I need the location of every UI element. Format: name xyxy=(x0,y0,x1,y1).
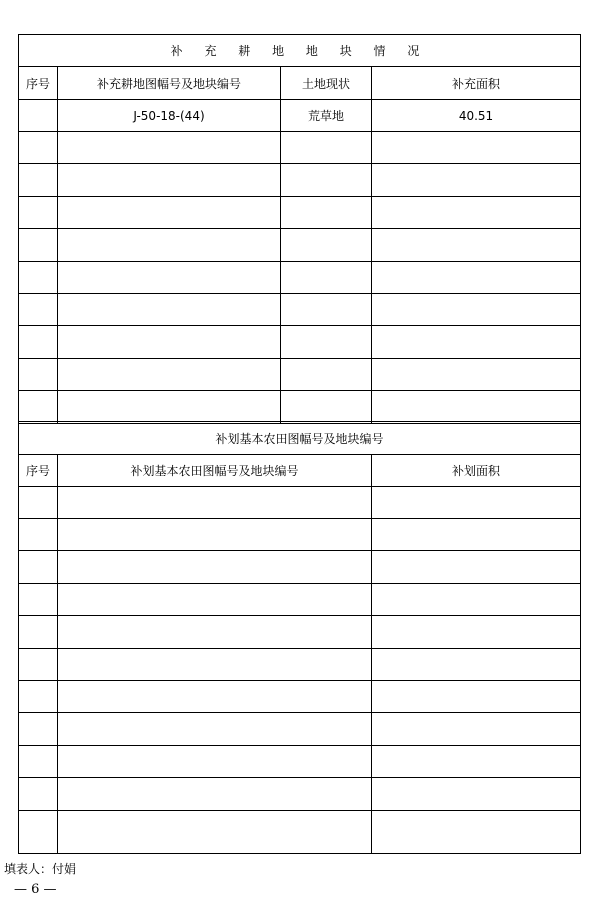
cell-seq xyxy=(19,391,58,424)
cell-seq xyxy=(19,326,58,359)
table-row xyxy=(19,778,581,811)
cell-area xyxy=(372,519,581,551)
cell-land-status xyxy=(281,391,372,424)
cell-map-sheet xyxy=(58,551,372,584)
section2-title: 补划基本农田图幅号及地块编号 xyxy=(19,422,581,455)
cell-area xyxy=(372,294,581,326)
cell-area xyxy=(372,132,581,164)
cell-map-sheet xyxy=(58,164,281,197)
table-row xyxy=(19,262,581,294)
cell-map-sheet xyxy=(58,746,372,778)
table-row xyxy=(19,487,581,519)
basic-farmland-table xyxy=(18,421,581,854)
cell-map-sheet xyxy=(58,132,281,164)
cell-area xyxy=(372,359,581,391)
cell-map-sheet xyxy=(58,487,372,519)
cell-map-sheet xyxy=(58,778,372,811)
cell-area xyxy=(372,197,581,229)
cell-land-status xyxy=(281,326,372,359)
table-row xyxy=(19,229,581,262)
table-row xyxy=(19,294,581,326)
table-row xyxy=(19,164,581,197)
cell-area xyxy=(372,713,581,746)
cell-land-status xyxy=(281,359,372,391)
cell-map-sheet xyxy=(58,294,281,326)
cell-land-status xyxy=(281,164,372,197)
table-row xyxy=(19,746,581,778)
cell-area: 40.51 xyxy=(372,100,581,132)
cell-map-sheet xyxy=(58,681,372,713)
cell-seq xyxy=(19,713,58,746)
cell-map-sheet xyxy=(58,649,372,681)
cell-area xyxy=(372,811,581,854)
cell-land-status xyxy=(281,294,372,326)
cell-map-sheet xyxy=(58,262,281,294)
cell-area xyxy=(372,487,581,519)
cell-seq xyxy=(19,359,58,391)
cell-seq xyxy=(19,100,58,132)
cell-land-status xyxy=(281,229,372,262)
cell-area xyxy=(372,778,581,811)
table-header-row xyxy=(19,67,581,100)
header-seq: 序号 xyxy=(19,455,58,487)
cell-land-status: 荒草地 xyxy=(281,100,372,132)
cell-area xyxy=(372,649,581,681)
cell-area xyxy=(372,584,581,616)
table-row xyxy=(19,100,581,132)
table-row xyxy=(19,649,581,681)
table-row xyxy=(19,359,581,391)
cell-seq xyxy=(19,616,58,649)
cell-map-sheet: J-50-18-(44) xyxy=(58,100,281,132)
section1-title: 补 充 耕 地 地 块 情 况 xyxy=(19,35,581,67)
cell-seq xyxy=(19,681,58,713)
table-row xyxy=(19,132,581,164)
table-row xyxy=(19,551,581,584)
header-map-sheet: 补充耕地图幅号及地块编号 xyxy=(58,67,281,100)
cell-seq xyxy=(19,197,58,229)
cell-map-sheet xyxy=(58,811,372,854)
filler-label: 填表人：付娟 xyxy=(4,862,77,876)
supplementary-farmland-table xyxy=(18,34,581,424)
table-row xyxy=(19,584,581,616)
cell-seq xyxy=(19,551,58,584)
cell-area xyxy=(372,326,581,359)
cell-seq xyxy=(19,778,58,811)
cell-seq xyxy=(19,746,58,778)
table-row xyxy=(19,197,581,229)
cell-map-sheet xyxy=(58,229,281,262)
cell-map-sheet xyxy=(58,519,372,551)
table-row xyxy=(19,326,581,359)
cell-seq xyxy=(19,132,58,164)
cell-area xyxy=(372,681,581,713)
table-title-row xyxy=(19,35,581,67)
cell-map-sheet xyxy=(58,584,372,616)
cell-map-sheet xyxy=(58,326,281,359)
cell-area xyxy=(372,229,581,262)
cell-map-sheet xyxy=(58,359,281,391)
table-row xyxy=(19,391,581,424)
header-area: 补划面积 xyxy=(372,455,581,487)
cell-land-status xyxy=(281,132,372,164)
table-title-row xyxy=(19,422,581,455)
cell-map-sheet xyxy=(58,197,281,229)
header-seq: 序号 xyxy=(19,67,58,100)
cell-area xyxy=(372,262,581,294)
table-row xyxy=(19,519,581,551)
page-number: — 6 — xyxy=(14,882,57,897)
cell-seq xyxy=(19,294,58,326)
cell-land-status xyxy=(281,262,372,294)
cell-seq xyxy=(19,164,58,197)
header-area: 补充面积 xyxy=(372,67,581,100)
table-row xyxy=(19,713,581,746)
cell-area xyxy=(372,746,581,778)
cell-seq xyxy=(19,229,58,262)
cell-map-sheet xyxy=(58,391,281,424)
cell-area xyxy=(372,164,581,197)
table-row xyxy=(19,811,581,854)
table-header-row xyxy=(19,455,581,487)
cell-seq xyxy=(19,519,58,551)
header-land-status: 土地现状 xyxy=(281,67,372,100)
cell-map-sheet xyxy=(58,616,372,649)
header-map-sheet: 补划基本农田图幅号及地块编号 xyxy=(58,455,372,487)
cell-seq xyxy=(19,584,58,616)
cell-area xyxy=(372,616,581,649)
cell-seq xyxy=(19,262,58,294)
table-row xyxy=(19,681,581,713)
cell-map-sheet xyxy=(58,713,372,746)
cell-land-status xyxy=(281,197,372,229)
cell-seq xyxy=(19,487,58,519)
cell-seq xyxy=(19,649,58,681)
cell-area xyxy=(372,551,581,584)
table-row xyxy=(19,616,581,649)
cell-area xyxy=(372,391,581,424)
cell-seq xyxy=(19,811,58,854)
